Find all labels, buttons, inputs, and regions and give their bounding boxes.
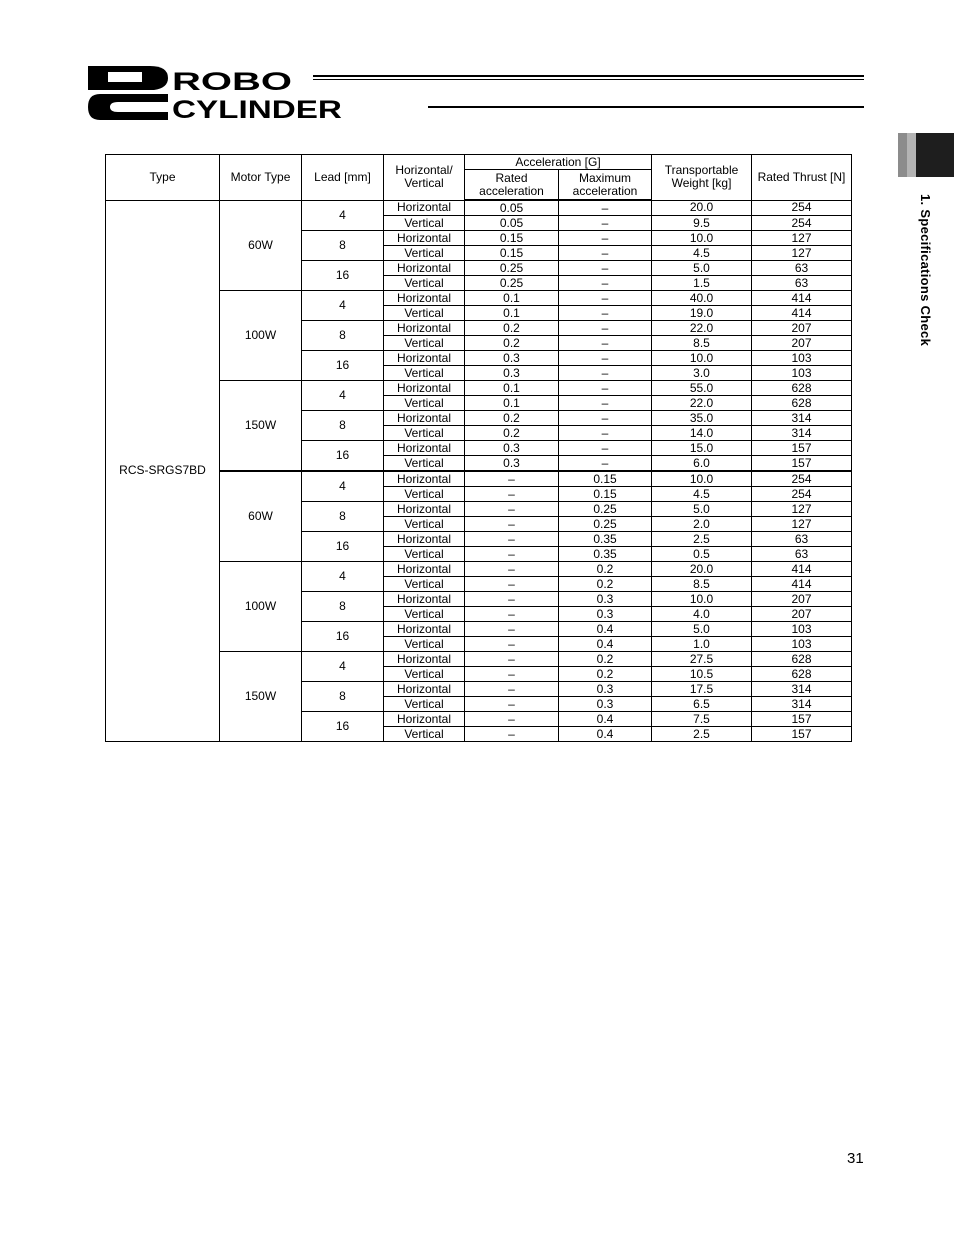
cell-rated-acceleration: – [465,547,559,562]
cell-weight: 2.5 [652,532,752,547]
cell-max-acceleration: – [559,216,652,231]
cell-rated-acceleration: 0.1 [465,291,559,306]
cell-max-acceleration: 0.4 [559,637,652,652]
cell-rated-acceleration: – [465,712,559,727]
cell-orientation: Vertical [384,637,465,652]
cell-rated-acceleration: – [465,697,559,712]
cell-max-acceleration: 0.25 [559,517,652,532]
cell-thrust: 127 [752,231,852,246]
cell-lead: 4 [302,652,384,682]
header-weight: Transportable Weight [kg] [652,155,752,201]
cell-lead: 16 [302,622,384,652]
cell-thrust: 207 [752,592,852,607]
cell-max-acceleration: 0.35 [559,547,652,562]
cell-lead: 4 [302,291,384,321]
cell-weight: 35.0 [652,411,752,426]
cell-max-acceleration: 0.25 [559,502,652,517]
chapter-label: 1. Specifications Check [918,194,933,347]
cell-weight: 10.0 [652,471,752,487]
cell-orientation: Horizontal [384,231,465,246]
header-thrust: Rated Thrust [N] [752,155,852,201]
cell-rated-acceleration: 0.15 [465,231,559,246]
cell-orientation: Vertical [384,216,465,231]
cell-max-acceleration: 0.15 [559,487,652,502]
cell-orientation: Vertical [384,667,465,682]
cell-rated-acceleration: – [465,487,559,502]
cell-weight: 0.5 [652,547,752,562]
cell-thrust: 628 [752,652,852,667]
cell-max-acceleration: 0.4 [559,712,652,727]
header-acceleration: Acceleration [G] [465,155,652,170]
cell-lead: 8 [302,411,384,441]
cell-orientation: Vertical [384,607,465,622]
cell-max-acceleration: 0.3 [559,682,652,697]
cell-lead: 8 [302,231,384,261]
cell-orientation: Horizontal [384,622,465,637]
cell-weight: 4.5 [652,487,752,502]
cell-max-acceleration: 0.2 [559,562,652,577]
cell-orientation: Vertical [384,697,465,712]
cell-lead: 4 [302,562,384,592]
cell-motor-type: 60W [220,200,302,291]
header-max-acceleration: Maximum acceleration [559,170,652,201]
cell-thrust: 314 [752,697,852,712]
logo-word-cylinder: CYLINDER [172,95,342,120]
cell-thrust: 254 [752,471,852,487]
cell-rated-acceleration: – [465,667,559,682]
cell-orientation: Horizontal [384,321,465,336]
cell-max-acceleration: – [559,441,652,456]
cell-rated-acceleration: – [465,607,559,622]
cell-rated-acceleration: 0.2 [465,426,559,441]
cell-max-acceleration: 0.3 [559,607,652,622]
cell-max-acceleration: – [559,276,652,291]
header-rule-bottom [428,106,864,108]
cell-orientation: Horizontal [384,351,465,366]
cell-thrust: 157 [752,712,852,727]
cell-max-acceleration: 0.2 [559,667,652,682]
header-type: Type [106,155,220,201]
header-rated-acceleration: Rated acceleration [465,170,559,201]
cell-weight: 7.5 [652,712,752,727]
cell-orientation: Vertical [384,426,465,441]
page-number: 31 [847,1150,864,1167]
header-motor-type: Motor Type [220,155,302,201]
cell-orientation: Vertical [384,456,465,472]
cell-rated-acceleration: 0.05 [465,216,559,231]
cell-orientation: Vertical [384,306,465,321]
cell-rated-acceleration: 0.1 [465,396,559,411]
cell-rated-acceleration: 0.05 [465,200,559,216]
cell-orientation: Horizontal [384,441,465,456]
cell-weight: 15.0 [652,441,752,456]
cell-thrust: 314 [752,426,852,441]
cell-weight: 27.5 [652,652,752,667]
cell-rated-acceleration: 0.2 [465,411,559,426]
cell-thrust: 628 [752,396,852,411]
cell-max-acceleration: – [559,261,652,276]
cell-thrust: 157 [752,727,852,742]
cell-weight: 4.0 [652,607,752,622]
cell-weight: 2.0 [652,517,752,532]
cell-thrust: 63 [752,547,852,562]
cell-rated-acceleration: – [465,637,559,652]
cell-orientation: Horizontal [384,562,465,577]
cell-thrust: 207 [752,321,852,336]
cell-lead: 4 [302,381,384,411]
cell-lead: 8 [302,502,384,532]
cell-weight: 10.5 [652,667,752,682]
cell-thrust: 103 [752,622,852,637]
cell-orientation: Vertical [384,577,465,592]
cell-max-acceleration: 0.2 [559,652,652,667]
cell-rated-acceleration: 0.2 [465,336,559,351]
cell-max-acceleration: – [559,336,652,351]
cell-thrust: 414 [752,306,852,321]
cell-orientation: Horizontal [384,261,465,276]
table-row [106,200,852,216]
cell-lead: 8 [302,321,384,351]
cell-thrust: 254 [752,487,852,502]
cell-orientation: Vertical [384,487,465,502]
cell-max-acceleration: 0.4 [559,622,652,637]
cell-rated-acceleration: 0.2 [465,321,559,336]
cell-rated-acceleration: – [465,622,559,637]
cell-thrust: 314 [752,411,852,426]
cell-orientation: Horizontal [384,200,465,216]
cell-lead: 16 [302,261,384,291]
cell-motor-type: 100W [220,291,302,381]
header-rule-top-1 [313,75,864,77]
cell-orientation: Horizontal [384,381,465,396]
cell-rated-acceleration: – [465,727,559,742]
cell-orientation: Horizontal [384,682,465,697]
cell-weight: 1.0 [652,637,752,652]
cell-thrust: 414 [752,291,852,306]
cell-weight: 6.0 [652,456,752,472]
cell-weight: 55.0 [652,381,752,396]
cell-lead: 8 [302,682,384,712]
cell-rated-acceleration: – [465,562,559,577]
cell-max-acceleration: – [559,306,652,321]
cell-weight: 5.0 [652,502,752,517]
cell-rated-acceleration: – [465,471,559,487]
cell-thrust: 628 [752,381,852,396]
cell-rated-acceleration: 0.1 [465,306,559,321]
cell-orientation: Vertical [384,727,465,742]
cell-max-acceleration: 0.2 [559,577,652,592]
cell-orientation: Vertical [384,547,465,562]
cell-lead: 16 [302,441,384,472]
cell-lead: 4 [302,200,384,231]
header-rule-top-2 [313,79,864,80]
header-orientation: Horizontal/ Vertical [384,155,465,201]
chapter-tab [898,133,954,177]
cell-thrust: 103 [752,366,852,381]
cell-max-acceleration: – [559,321,652,336]
cell-weight: 10.0 [652,592,752,607]
cell-max-acceleration: – [559,366,652,381]
cell-orientation: Horizontal [384,712,465,727]
specifications-table [105,154,852,742]
cell-weight: 40.0 [652,291,752,306]
cell-rated-acceleration: – [465,577,559,592]
cell-orientation: Horizontal [384,411,465,426]
cell-motor-type: 60W [220,471,302,562]
cell-rated-acceleration: 0.25 [465,276,559,291]
cell-thrust: 157 [752,441,852,456]
cell-weight: 17.5 [652,682,752,697]
cell-thrust: 63 [752,276,852,291]
cell-rated-acceleration: 0.15 [465,246,559,261]
cell-lead: 16 [302,712,384,742]
cell-rated-acceleration: – [465,532,559,547]
cell-lead: 8 [302,592,384,622]
cell-weight: 20.0 [652,562,752,577]
cell-weight: 8.5 [652,577,752,592]
cell-weight: 22.0 [652,396,752,411]
cell-thrust: 127 [752,246,852,261]
cell-weight: 10.0 [652,351,752,366]
cell-orientation: Vertical [384,276,465,291]
cell-lead: 4 [302,471,384,502]
header-lead: Lead [mm] [302,155,384,201]
cell-thrust: 103 [752,351,852,366]
cell-orientation: Vertical [384,246,465,261]
cell-orientation: Horizontal [384,502,465,517]
cell-lead: 16 [302,351,384,381]
cell-max-acceleration: – [559,231,652,246]
table-body [106,200,852,742]
cell-orientation: Horizontal [384,471,465,487]
cell-orientation: Vertical [384,336,465,351]
cell-weight: 1.5 [652,276,752,291]
cell-thrust: 103 [752,637,852,652]
cell-max-acceleration: – [559,246,652,261]
cell-max-acceleration: 0.15 [559,471,652,487]
cell-weight: 19.0 [652,306,752,321]
cell-max-acceleration: – [559,456,652,472]
cell-weight: 14.0 [652,426,752,441]
cell-thrust: 207 [752,607,852,622]
cell-weight: 5.0 [652,622,752,637]
cell-orientation: Horizontal [384,592,465,607]
cell-max-acceleration: 0.3 [559,592,652,607]
cell-weight: 20.0 [652,200,752,216]
cell-weight: 6.5 [652,697,752,712]
cell-rated-acceleration: 0.3 [465,441,559,456]
cell-max-acceleration: – [559,291,652,306]
cell-motor-type: 150W [220,381,302,472]
cell-thrust: 254 [752,216,852,231]
cell-max-acceleration: 0.3 [559,697,652,712]
cell-motor-type: 150W [220,652,302,742]
cell-thrust: 314 [752,682,852,697]
cell-lead: 16 [302,532,384,562]
cell-thrust: 254 [752,200,852,216]
cell-rated-acceleration: 0.25 [465,261,559,276]
cell-max-acceleration: – [559,426,652,441]
cell-thrust: 127 [752,517,852,532]
cell-weight: 2.5 [652,727,752,742]
cell-orientation: Horizontal [384,652,465,667]
cell-rated-acceleration: 0.3 [465,456,559,472]
cell-max-acceleration: – [559,351,652,366]
cell-thrust: 628 [752,667,852,682]
cell-max-acceleration: – [559,396,652,411]
cell-weight: 9.5 [652,216,752,231]
cell-rated-acceleration: – [465,502,559,517]
cell-max-acceleration: 0.4 [559,727,652,742]
cell-rated-acceleration: – [465,652,559,667]
cell-motor-type: 100W [220,562,302,652]
cell-weight: 10.0 [652,231,752,246]
cell-max-acceleration: – [559,411,652,426]
cell-rated-acceleration: 0.1 [465,381,559,396]
cell-rated-acceleration: 0.3 [465,366,559,381]
cell-orientation: Vertical [384,517,465,532]
cell-rated-acceleration: – [465,592,559,607]
cell-rated-acceleration: – [465,682,559,697]
cell-orientation: Vertical [384,366,465,381]
cell-weight: 4.5 [652,246,752,261]
cell-thrust: 157 [752,456,852,472]
cell-max-acceleration: – [559,381,652,396]
cell-orientation: Horizontal [384,532,465,547]
cell-thrust: 127 [752,502,852,517]
cell-orientation: Horizontal [384,291,465,306]
cell-thrust: 63 [752,261,852,276]
cell-type: RCS-SRGS7BD [106,200,220,742]
cell-rated-acceleration: 0.3 [465,351,559,366]
cell-thrust: 414 [752,577,852,592]
cell-weight: 3.0 [652,366,752,381]
cell-orientation: Vertical [384,396,465,411]
cell-max-acceleration: 0.35 [559,532,652,547]
cell-thrust: 414 [752,562,852,577]
cell-weight: 22.0 [652,321,752,336]
cell-max-acceleration: – [559,200,652,216]
cell-thrust: 207 [752,336,852,351]
cell-thrust: 63 [752,532,852,547]
cell-rated-acceleration: – [465,517,559,532]
cell-weight: 5.0 [652,261,752,276]
logo-word-robo: ROBO [172,68,292,96]
cell-weight: 8.5 [652,336,752,351]
